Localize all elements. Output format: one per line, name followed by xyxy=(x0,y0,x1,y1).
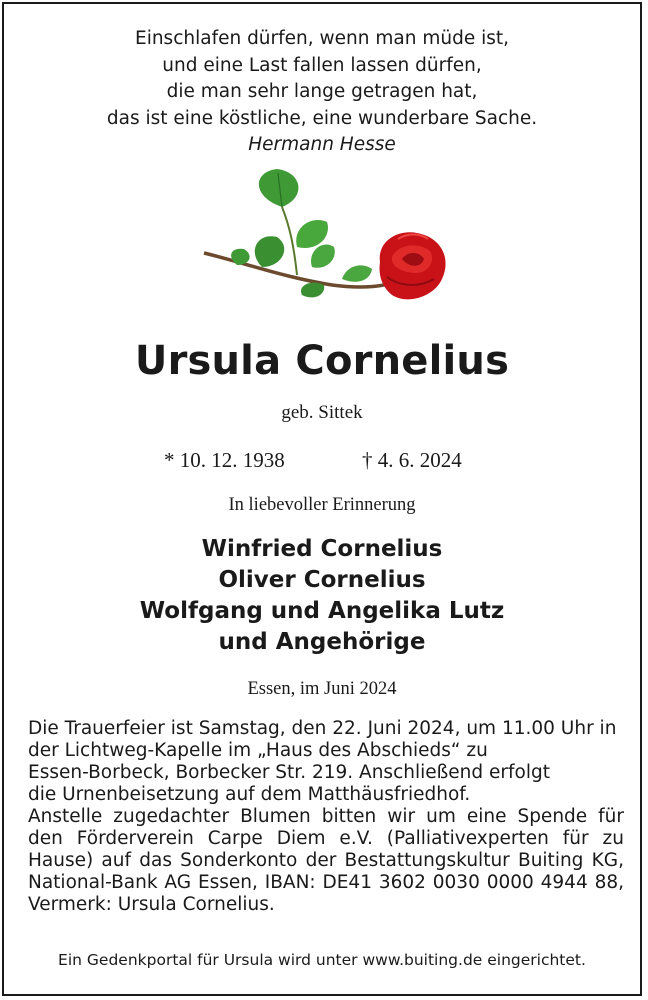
details-line: den Förderverein Carpe Diem e.V. (Palliativexperten für zu xyxy=(28,828,624,849)
deceased-name: Ursula Cornelius xyxy=(134,338,510,384)
details-line: die Urnenbeisetzung auf dem Matthäusfriedhof. xyxy=(28,784,471,805)
poem-quote xyxy=(4,26,640,159)
details-line: der Lichtweg-Kapelle im „Haus des Abschieds“ zu xyxy=(28,740,488,761)
details-line: Vermerk: Ursula Cornelius. xyxy=(28,894,275,915)
mourner-name: Oliver Cornelius xyxy=(218,567,426,593)
memorial-portal-note: Ein Gedenkportal für Ursula wird unter www.buiting.de eingerichtet. xyxy=(58,951,586,969)
details-line: Hause) auf das Sonderkonto der Bestattungskultur Buiting KG, xyxy=(28,850,624,871)
poem-line: Einschlafen dürfen, wenn man müde ist, xyxy=(135,28,509,49)
poem-line: und eine Last fallen lassen dürfen, xyxy=(162,54,482,76)
details-line: National-Bank AG Essen, IBAN: DE41 3602 0030 0000 4944 88, xyxy=(28,872,624,893)
birth-name: geb. Sittek xyxy=(281,402,363,423)
details-line: Die Trauerfeier ist Samstag, den 22. Juni 2024, um 11.00 Uhr in xyxy=(28,718,617,739)
details-line: Anstelle zugedachter Blumen bitten wir um eine Spende für xyxy=(28,806,624,827)
details-line: Essen-Borbeck, Borbecker Str. 219. Anschließend erfolgt xyxy=(28,762,550,783)
birth-date: * 10. 12. 1938 xyxy=(164,448,285,472)
death-date: † 4. 6. 2024 xyxy=(362,448,462,472)
mourner-name: und Angehörige xyxy=(218,629,426,655)
mourners-list xyxy=(4,534,640,658)
poem-line: die man sehr lange getragen hat, xyxy=(166,81,478,102)
place-date: Essen, im Juni 2024 xyxy=(247,679,397,699)
mourner-name: Winfried Cornelius xyxy=(201,536,443,562)
funeral-details xyxy=(28,718,624,916)
memory-text: In liebevoller Erinnerung xyxy=(228,495,416,515)
obituary-notice xyxy=(2,2,642,996)
mourner-name: Wolfgang und Angelika Lutz xyxy=(139,598,505,624)
poem-author: Hermann Hesse xyxy=(248,134,396,155)
life-dates xyxy=(4,448,640,478)
poem-line: das ist eine köstliche, eine wunderbare Sache. xyxy=(106,107,538,129)
red-rose-icon xyxy=(202,167,454,317)
